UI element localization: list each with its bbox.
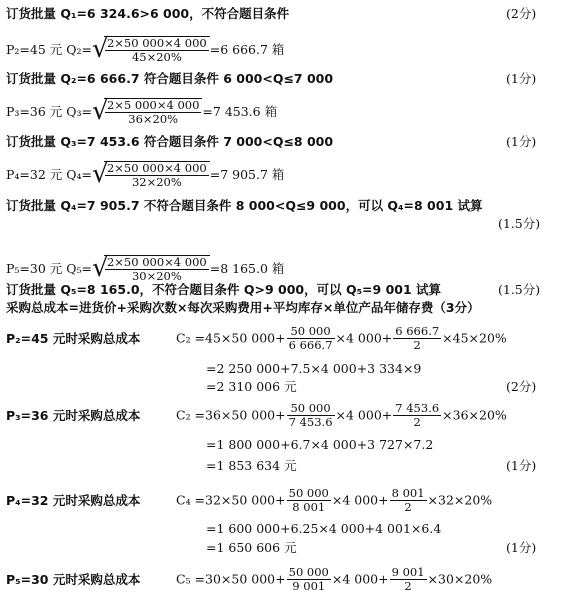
q4-denominator: 32×20% <box>131 175 182 189</box>
c4-eq3: =1 650 606 元 <box>206 540 297 555</box>
c2-frac2-num: 6 666.7 <box>395 324 440 338</box>
q4-result: =7 905.7 箱 <box>209 167 285 182</box>
text-order-qty-3: 订货批量 Q₃=7 453.6 符合题目条件 7 000<Q≤8 000 <box>6 134 334 149</box>
c5-frac2 <box>390 566 427 593</box>
c3-tail: ×36×20% <box>442 407 507 423</box>
cost-block-p2 <box>6 325 507 352</box>
q3-label: P₃=36 元 Q₃= <box>6 104 92 119</box>
c3-frac2-num: 7 453.6 <box>395 401 440 415</box>
c2-frac1-den: 6 666.7 <box>288 338 333 352</box>
score-4: (1.5分) <box>498 216 541 231</box>
c5-frac2-num: 9 001 <box>391 565 425 579</box>
c4-mid: ×4 000+ <box>331 492 389 508</box>
formula-q3 <box>6 98 277 126</box>
q2-numerator: 2×50 000×4 000 <box>106 36 207 50</box>
c3-frac1 <box>287 402 335 429</box>
sqrt-q3: √ $\frac{2\times 5 000\times 4 000}{36\times 20\%}$ <box>92 98 202 126</box>
c3-label: P₃=36 元时采购总成本 <box>6 407 141 423</box>
text-order-qty-5: 订货批量 Q₅=8 165.0，不符合题目条件 Q>9 000，可以 Q₅=9 001 试算 <box>6 282 442 297</box>
c4-frac1-num: 50 000 <box>288 486 329 500</box>
c2-frac1 <box>287 325 335 352</box>
c5-frac1-den: 9 001 <box>292 579 326 593</box>
score-5: (1.5分) <box>498 282 541 297</box>
c4-frac2-den: 2 <box>404 500 412 514</box>
c5-tail: ×30×20% <box>427 571 493 587</box>
q5-numerator: 2×50 000×4 000 <box>106 255 207 269</box>
c4-frac1-den: 8 001 <box>292 500 326 514</box>
cost-block-p5 <box>6 566 492 593</box>
c2-frac1-num: 50 000 <box>287 325 335 339</box>
sqrt-q4: √ $\frac{2\times 50 000\times 4 000}{32\times 20\%}$ <box>92 161 210 189</box>
sqrt-q5: √ $\frac{2\times 50 000\times 4 000}{30\times 20\%}$ <box>92 255 210 283</box>
score-3: (1分) <box>506 134 537 149</box>
c5-label: P₅=30 元时采购总成本 <box>6 571 141 587</box>
formula-q5 <box>6 255 284 283</box>
c5-eq1: C₅ =30×50 000+ <box>176 571 286 587</box>
c2-tail: ×45×20% <box>442 330 507 346</box>
c3-eq3: =1 853 634 元 <box>206 458 297 473</box>
text-order-qty-4: 订货批量 Q₄=7 905.7 不符合题目条件 8 000<Q≤9 000，可以 Q₄=8 001 试算 <box>6 198 483 213</box>
q5-result: =8 165.0 箱 <box>209 261 285 276</box>
c5-frac2-den: 2 <box>404 579 412 593</box>
c2-eq2: =2 250 000+7.5×4 000+3 334×9 <box>206 361 422 376</box>
cost-block-p4 <box>6 487 492 514</box>
c2-eq1: C₂ =45×50 000+ <box>176 330 286 346</box>
cost-block-p3 <box>6 402 507 429</box>
c4-eq2: =1 600 000+6.25×4 000+4 001×6.4 <box>206 521 442 536</box>
c4-score: (1分) <box>506 540 537 555</box>
c2-score: (2分) <box>506 379 537 394</box>
c2-mid: ×4 000+ <box>335 330 393 346</box>
c3-frac1-den: 7 453.6 <box>288 415 333 429</box>
q2-denominator: 45×20% <box>131 50 182 64</box>
c5-frac1 <box>287 566 331 593</box>
c3-frac2-den: 2 <box>413 415 421 429</box>
c2-label: P₂=45 元时采购总成本 <box>6 330 141 346</box>
formula-q2 <box>6 36 284 64</box>
c3-eq1: C₂ =36×50 000+ <box>176 407 286 423</box>
c5-mid: ×4 000+ <box>331 571 389 587</box>
c5-frac1-num: 50 000 <box>288 565 329 579</box>
c4-eq1: C₄ =32×50 000+ <box>176 492 286 508</box>
c4-frac1 <box>287 487 331 514</box>
c2-frac2 <box>393 325 441 352</box>
c3-mid: ×4 000+ <box>335 407 393 423</box>
c3-frac1-num: 50 000 <box>287 402 335 416</box>
q5-label: P₅=30 元 Q₅= <box>6 261 92 276</box>
q3-result: =7 453.6 箱 <box>202 104 278 119</box>
c4-label: P₄=32 元时采购总成本 <box>6 492 141 508</box>
text-order-qty-1: 订货批量 Q₁=6 324.6>6 000，不符合题目条件 <box>6 6 290 21</box>
c2-eq3: =2 310 006 元 <box>206 379 297 394</box>
c4-frac2 <box>390 487 427 514</box>
sqrt-q2: √ $\frac{2\times 50 000\times 4 000}{45\times 20\%}$ <box>92 36 210 64</box>
c3-frac2 <box>393 402 441 429</box>
q4-label: P₄=32 元 Q₄= <box>6 167 92 182</box>
c4-tail: ×32×20% <box>427 492 493 508</box>
c2-frac2-den: 2 <box>413 338 421 352</box>
q5-denominator: 30×20% <box>131 269 182 283</box>
c3-eq2: =1 800 000+6.7×4 000+3 727×7.2 <box>206 437 434 452</box>
text-order-qty-2: 订货批量 Q₂=6 666.7 符合题目条件 6 000<Q≤7 000 <box>6 71 334 86</box>
q2-label: P₂=45 元 Q₂= <box>6 42 92 57</box>
c4-frac2-num: 8 001 <box>391 486 425 500</box>
q2-result: =6 666.7 箱 <box>209 42 285 57</box>
formula-q4 <box>6 161 284 189</box>
q3-denominator: 36×20% <box>128 112 179 126</box>
text-total-cost-definition: 采购总成本=进货价+采购次数×每次采购费用+平均库存×单位产品年储存费（3分） <box>6 300 480 315</box>
q3-numerator: 2×5 000×4 000 <box>106 98 200 112</box>
c3-score: (1分) <box>506 458 537 473</box>
q4-numerator: 2×50 000×4 000 <box>106 161 207 175</box>
score-2: (1分) <box>506 71 537 86</box>
score-1: (2分) <box>506 6 537 21</box>
